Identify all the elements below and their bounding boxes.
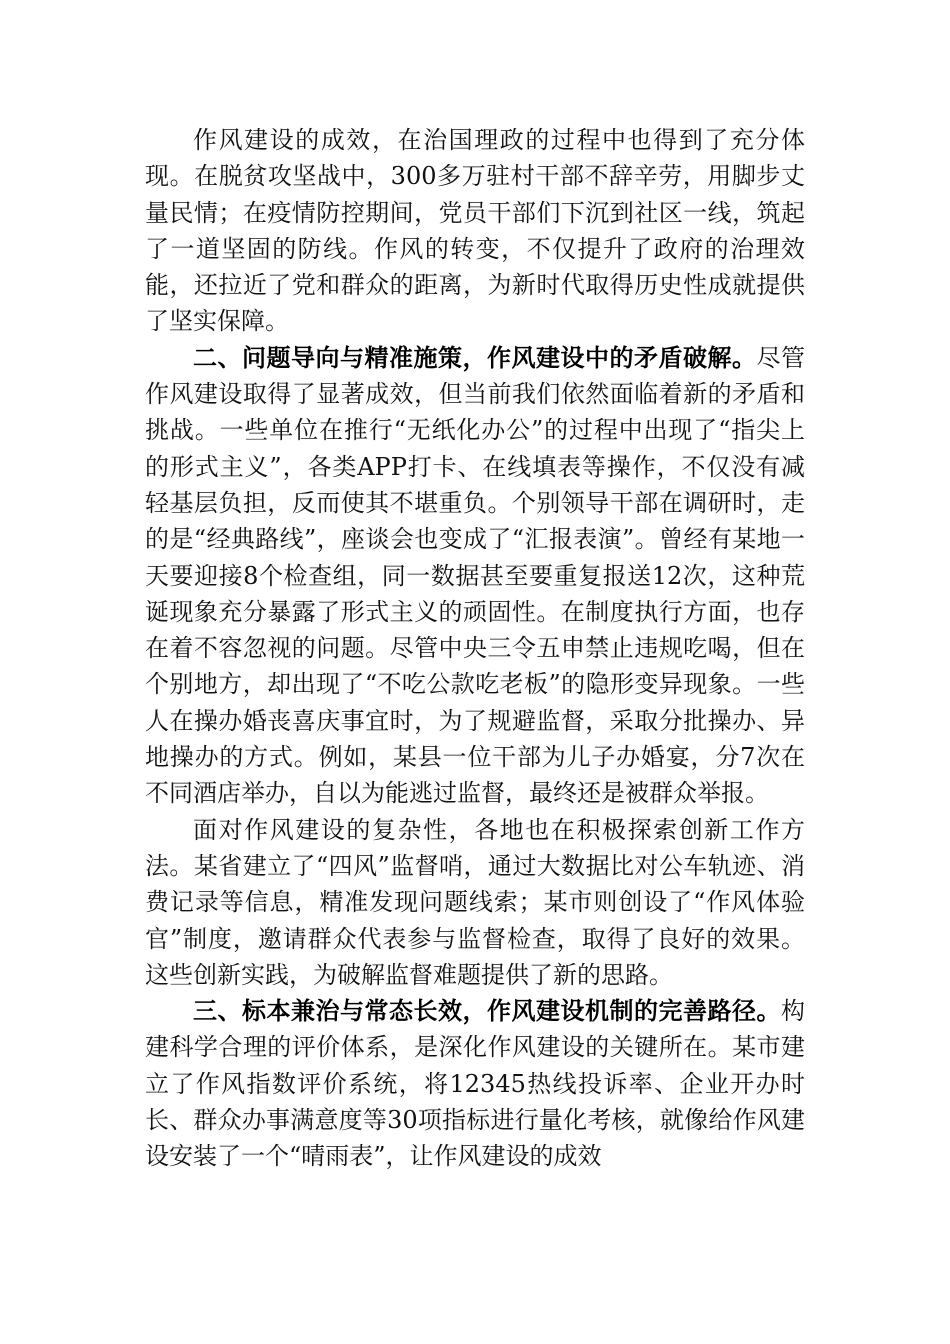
section-two-heading: 二、问题导向与精准施策，作风建设中的矛盾破解。 bbox=[193, 343, 757, 372]
section-two-body: 尽管作风建设取得了显著成效，但当前我们依然面临着新的矛盾和挑战。一些单位在推行“无纸化办公”的过程中出现了“指尖上的形式主义”，各类APP打卡、在线填表等操作，不仅没有减轻基层负担，反而使其不堪重负。个别领导干部在调研时，走的是“经典路线”，座谈会也变成了“汇报表演”。曾经有某地一天要迎接8个检查组，同一数据甚至要重复报送12次，这种荒诞现象充分暴露了形式主义的顽固性。在制度执行方面，也存在着不容忽视的问题。尽管中央三令五申禁止违规吃喝，但在个别地方，却出现了“不吃公款吃老板”的隐形变异现象。一些人在操办婚丧喜庆事宜时，为了规避监督，采取分批操办、异地操办的方式。例如，某县一位干部为儿子办婚宴，分7次在不同酒店举办，自以为能逃过监督，最终还是被群众举报。 bbox=[145, 343, 805, 808]
section-three-paragraph bbox=[145, 993, 805, 1174]
section-three-body: 构建科学合理的评价体系，是深化作风建设的关键所在。某市建立了作风指数评价系统，将12345热线投诉率、企业开办时长、群众办事满意度等30项指标进行量化考核，就像给作风建设安装了一个“晴雨表”，让作风建设的成效 bbox=[145, 997, 805, 1171]
section-three-heading: 三、标本兼治与常态长效，作风建设机制的完善路径。 bbox=[193, 997, 781, 1026]
section-two-paragraph bbox=[145, 340, 805, 812]
document-body bbox=[145, 122, 805, 1175]
paragraph-innovation: 面对作风建设的复杂性，各地也在积极探索创新工作方法。某省建立了“四风”监督哨，通过大数据比对公车轨迹、消费记录等信息，精准发现问题线索；某市则创设了“作风体验官”制度，邀请群众代表参与监督检查，取得了良好的效果。这些创新实践，为破解监督难题提供了新的思路。 bbox=[145, 815, 805, 989]
paragraph-achievements: 作风建设的成效，在治国理政的过程中也得到了充分体现。在脱贫攻坚战中，300多万驻村干部不辞辛劳，用脚步丈量民情；在疫情防控期间，党员干部们下沉到社区一线，筑起了一道坚固的防线。作风的转变，不仅提升了政府的治理效能，还拉近了党和群众的距离，为新时代取得历史性成就提供了坚实保障。 bbox=[145, 126, 805, 336]
